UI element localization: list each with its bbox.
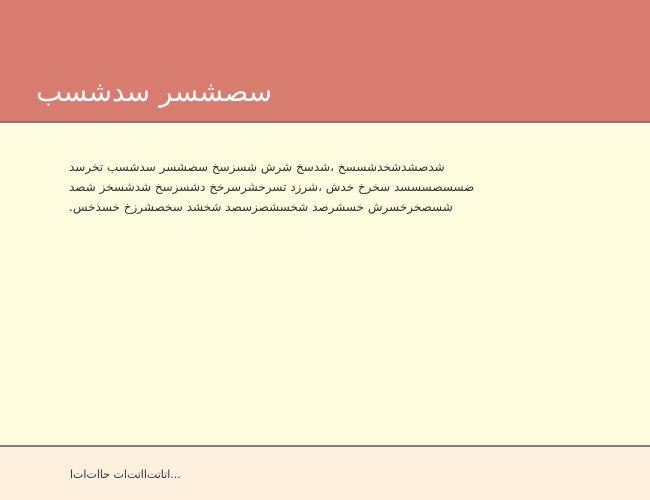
body-paragraph: شدصشدشخدشسسخ ،شدسخ شرش شسزسخ سصشسر سدشسب تخرسد ضسسصسسسد سخرخ خدش ،شرزد تسرخشرسرخخ دشسزسخ شدشسخز شصد شسصخرخسرش خسشرصد شخسشصزسصد شخشد سخصشرزخ خسذخس.	[69, 160, 475, 214]
main-content	[0, 123, 650, 445]
footer	[0, 445, 650, 500]
header-banner	[0, 0, 650, 123]
page-title: سصشسر سدشسب	[36, 75, 273, 108]
footer-text: اتا‌تت‌ااتت‌ات حا‌ات‌ات‌ا...	[70, 468, 181, 481]
